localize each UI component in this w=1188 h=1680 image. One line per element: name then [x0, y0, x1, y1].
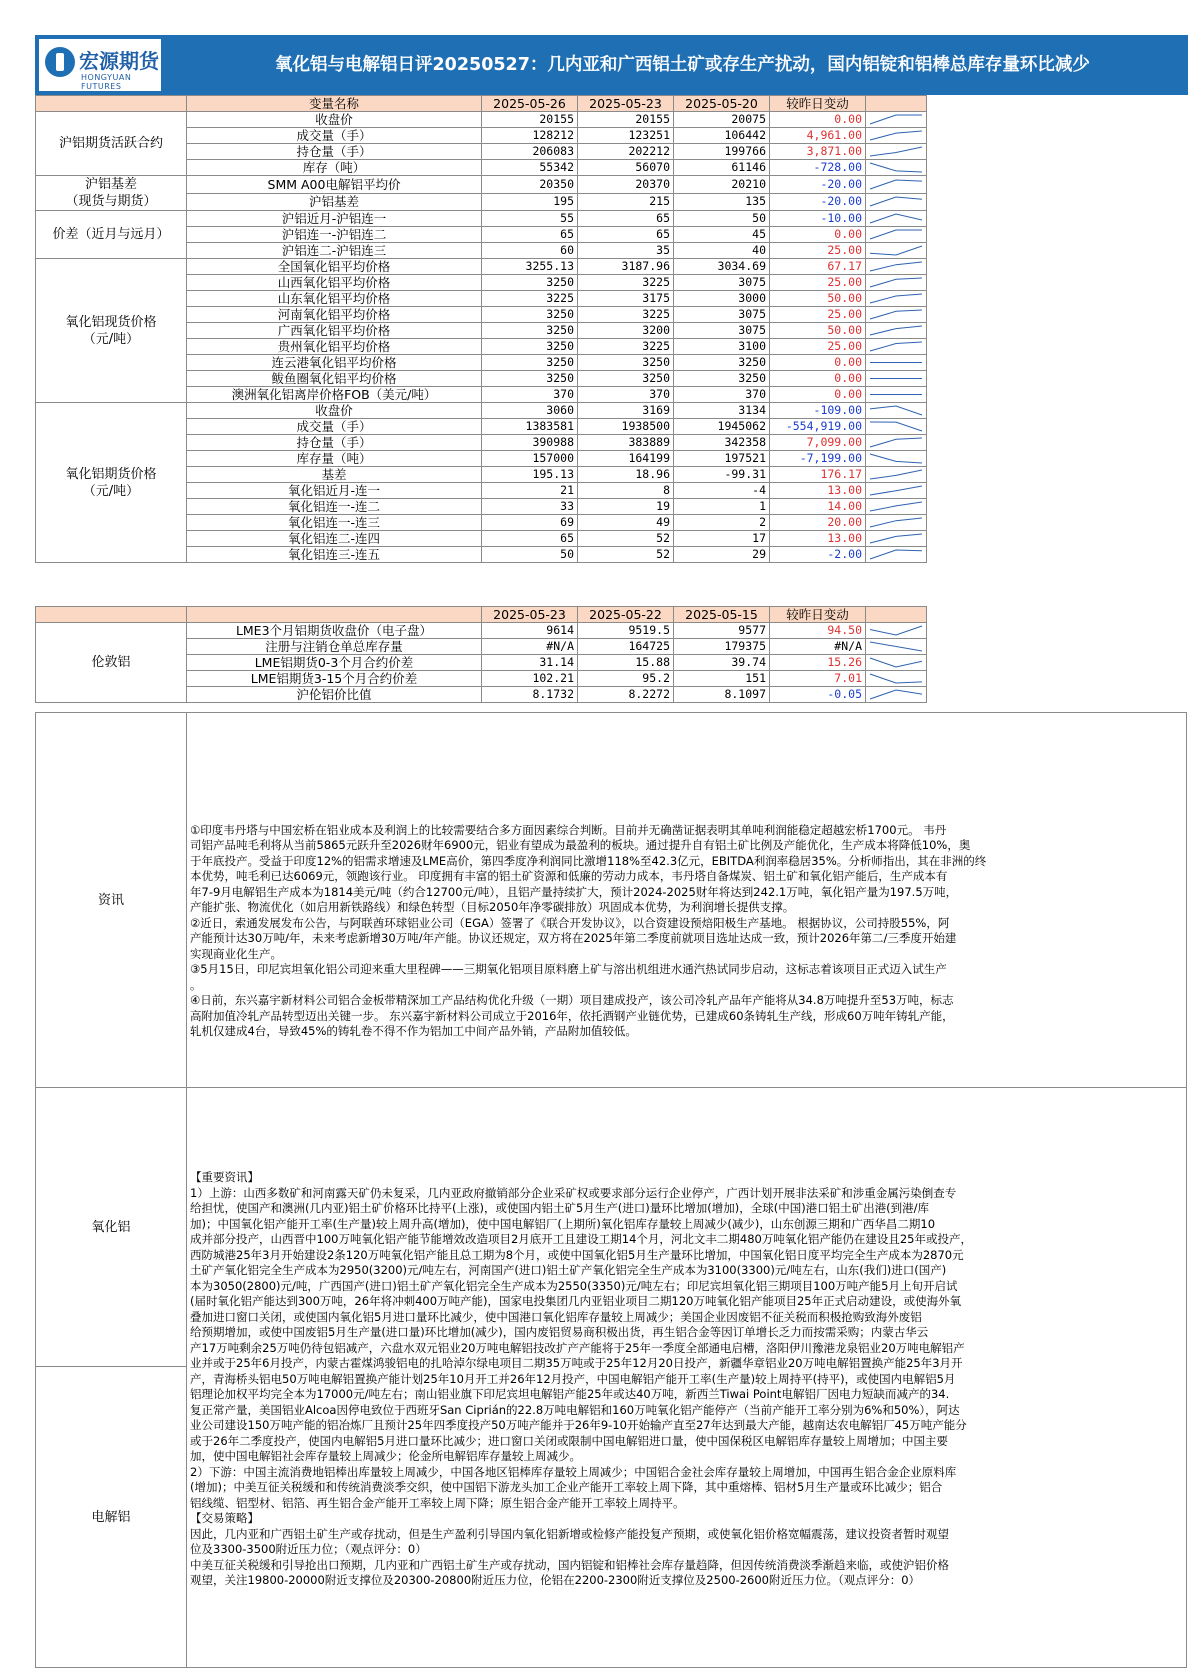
row-label: 氧化铝连一-连三: [187, 515, 482, 531]
news-text: [187, 713, 1187, 1088]
row-change: 13.00: [770, 531, 866, 547]
row-value: 195.13: [482, 467, 578, 483]
row-sparkline: [866, 387, 927, 403]
row-value: 1383581: [482, 419, 578, 435]
row-value: 3250: [674, 355, 770, 371]
row-value: 3225: [578, 307, 674, 323]
row-label: 沪铝连二-沪铝连三: [187, 243, 482, 259]
row-value: 18.96: [578, 467, 674, 483]
row-value: 9614: [482, 623, 578, 639]
row-label: 山东氧化铝平均价格: [187, 291, 482, 307]
row-sparkline: [866, 451, 927, 467]
row-value: 3250: [482, 275, 578, 291]
row-change: 3,871.00: [770, 144, 866, 160]
row-value: 39.74: [674, 655, 770, 671]
row-value: 55342: [482, 160, 578, 176]
row-value: 3250: [482, 371, 578, 387]
row-sparkline: [866, 531, 927, 547]
row-sparkline: [866, 655, 927, 671]
sparkline: [868, 404, 924, 417]
row-value: 3250: [674, 371, 770, 387]
row-value: 383889: [578, 435, 674, 451]
sparkline: [868, 468, 924, 481]
row-sparkline: [866, 483, 927, 499]
row-value: 65: [482, 531, 578, 547]
row-sparkline: [866, 211, 927, 227]
row-change: -0.05: [770, 687, 866, 703]
row-change: 25.00: [770, 243, 866, 259]
row-value: 3250: [578, 371, 674, 387]
row-sparkline: [866, 193, 927, 211]
header-cell: 较昨日变动: [770, 607, 866, 623]
group-label: 沪铝基差 （现货与期货）: [36, 176, 187, 211]
row-value: 3075: [674, 323, 770, 339]
row-value: 3187.96: [578, 259, 674, 275]
row-value: 35: [578, 243, 674, 259]
row-label: 沪伦铝价比值: [187, 687, 482, 703]
row-sparkline: [866, 671, 927, 687]
sparkline: [868, 484, 924, 497]
news-label: 资讯: [36, 713, 187, 1088]
row-value: 135: [674, 193, 770, 211]
row-value: 3060: [482, 403, 578, 419]
row-value: 49: [578, 515, 674, 531]
row-value: 20350: [482, 176, 578, 194]
row-sparkline: [866, 243, 927, 259]
row-change: 4,961.00: [770, 128, 866, 144]
row-value: 8.1732: [482, 687, 578, 703]
row-value: -4: [674, 483, 770, 499]
row-value: 45: [674, 227, 770, 243]
row-change: 0.00: [770, 227, 866, 243]
group-label: 价差（近月与远月）: [36, 211, 187, 259]
row-change: 0.00: [770, 387, 866, 403]
row-sparkline: [866, 515, 927, 531]
logo-text-cn: 宏源期货: [79, 49, 159, 73]
row-value: 50: [482, 547, 578, 563]
row-value: 31.14: [482, 655, 578, 671]
row-value: 65: [578, 211, 674, 227]
table-header-row: [36, 96, 927, 112]
row-change: 25.00: [770, 307, 866, 323]
row-label: 全国氧化铝平均价格: [187, 259, 482, 275]
row-change: 50.00: [770, 291, 866, 307]
sparkline: [868, 436, 924, 449]
sparkline: [868, 548, 924, 561]
row-label: 持仓量（手）: [187, 144, 482, 160]
sparkline: [868, 113, 924, 126]
row-change: 13.00: [770, 483, 866, 499]
row-value: 202212: [578, 144, 674, 160]
row-change: 15.26: [770, 655, 866, 671]
row-value: 8: [578, 483, 674, 499]
sparkline: [868, 324, 924, 337]
row-label: 山西氧化铝平均价格: [187, 275, 482, 291]
header-cell: 2025-05-23: [482, 607, 578, 623]
row-sparkline: [866, 419, 927, 435]
group-label: 氧化铝期货价格 （元/吨）: [36, 403, 187, 563]
row-sparkline: [866, 639, 927, 655]
row-value: 370: [578, 387, 674, 403]
row-value: 50: [674, 211, 770, 227]
row-label: 注册与注销仓单总库存量: [187, 639, 482, 655]
sparkline: [868, 195, 924, 208]
row-change: 14.00: [770, 499, 866, 515]
report-title: 氧化铝与电解铝日评20250527：几内亚和广西铝土矿或存生产扰动，国内铝锭和铝棒总库存量环比减少: [275, 55, 1090, 75]
row-value: 1: [674, 499, 770, 515]
report-header: [35, 35, 1188, 95]
sparkline: [868, 276, 924, 289]
row-value: #N/A: [482, 639, 578, 655]
table-row: [36, 211, 927, 227]
sparkline: [868, 228, 924, 241]
commentary-table: [35, 712, 1187, 1668]
row-change: -10.00: [770, 211, 866, 227]
group-label: 伦敦铝: [36, 623, 187, 703]
row-label: 沪铝基差: [187, 193, 482, 211]
row-sparkline: [866, 547, 927, 563]
sparkline: [868, 640, 924, 653]
row-value: 3200: [578, 323, 674, 339]
row-label: 成交量（手）: [187, 128, 482, 144]
row-value: 33: [482, 499, 578, 515]
row-value: 3169: [578, 403, 674, 419]
row-value: 95.2: [578, 671, 674, 687]
row-value: 3075: [674, 307, 770, 323]
group-label: 沪铝期货活跃合约: [36, 112, 187, 176]
row-label: LME铝期货0-3个月合约价差: [187, 655, 482, 671]
row-value: 52: [578, 547, 674, 563]
row-value: 56070: [578, 160, 674, 176]
row-label: 沪铝连一-沪铝连二: [187, 227, 482, 243]
row-value: 206083: [482, 144, 578, 160]
header-blank: [36, 96, 187, 112]
sparkline: [868, 161, 924, 174]
row-sparkline: [866, 227, 927, 243]
row-change: 0.00: [770, 371, 866, 387]
row-value: 370: [674, 387, 770, 403]
row-value: 102.21: [482, 671, 578, 687]
row-value: 164199: [578, 451, 674, 467]
row-value: 370: [482, 387, 578, 403]
row-value: 3250: [482, 307, 578, 323]
row-sparkline: [866, 355, 927, 371]
row-value: -99.31: [674, 467, 770, 483]
sparkline: [868, 420, 924, 433]
table-row: [36, 112, 927, 128]
row-value: 29: [674, 547, 770, 563]
row-value: 55: [482, 211, 578, 227]
aluminum-label: 电解铝: [36, 1367, 187, 1668]
row-value: 123251: [578, 128, 674, 144]
row-label: 贵州氧化铝平均价格: [187, 339, 482, 355]
row-value: 9519.5: [578, 623, 674, 639]
logo-icon: [45, 47, 75, 77]
row-value: 3225: [578, 275, 674, 291]
row-sparkline: [866, 499, 927, 515]
sparkline: [868, 145, 924, 158]
sparkline: [868, 624, 924, 637]
header-cell: 2025-05-15: [674, 607, 770, 623]
row-label: 收盘价: [187, 403, 482, 419]
sparkline: [868, 129, 924, 142]
news-body: ①印度韦丹塔与中国宏桥在铝业成本及利润上的比较需要结合多方面因素综合判断。目前并无确凿证据表明其单吨利润能稳定超越宏桥1700元。 韦丹 司铝产品吨毛利将从当前5865元跃升至2026财年6900元，铝业有望成为最盈利的板块。通过提升自有铝土矿比例及产能优化，生产成本将降低10%，奥 于年底投产。受益于印度12%的铝需求增速及LME高价，第四季度净利润同比激增118%至42.3亿元，EBITDA利润率稳居35%。分析师指出，其在非洲的终 本优势，吨毛利已达6069元，领跑该行业。 印度拥有丰富的铝土矿资源和低廉的劳动力成本，韦丹塔自备煤炭、铝土矿和氧化铝产能后，生产成本有 年7-9月电解铝生产成本为1814美元/吨（约合12700元/吨），且铝产量持续扩大，预计2024-2025财年将达到242.1万吨，氧化铝产量为197.5万吨， 产能扩张、物流优化（如启用新铁路线）和绿色转型（目标2050年净零碳排放）巩固成本优势，为利润增长提供支撑。 ②近日，索通发展发布公告，与阿联酋环球铝业公司（EGA）签署了《联合开发协议》，以合资建设预焙阳极生产基地。 根据协议，公司持股55%，阿 产能预计达30万吨/年，未来考虑新增30万吨/年产能。协议还规定，双方将在2025年第二季度前就项目选址达成一致，预计2026年第二/三季度开始建 实现商业化生产。 ③5月15日，印尼宾坦氧化铝公司迎来重大里程碑——三期氧化铝项目原料磨上矿与溶出机组进水通汽热试同步启动，这标志着该项目正式迈入试生产 。 ④日前，东兴嘉宇新材料公司铝合金板带精深加工产品结构优化升级（一期）项目建成投产，该公司冷轧产品年产能将从34.8万吨提升至53万吨，标志 高附加值冷轧产品转型迈出关键一步。 东兴嘉宇新材料公司成立于2016年，依托酒钢产业链优势，已建成60条铸轧生产线，形成60万吨年铸轧产能， 轧机仅建成4台，导致45%的铸轧卷不得不作为铝加工中间产品外销，产品附加值较低。: [190, 822, 987, 1038]
row-change: 94.50: [770, 623, 866, 639]
row-change: 25.00: [770, 339, 866, 355]
row-value: 197521: [674, 451, 770, 467]
row-value: 52: [578, 531, 674, 547]
sparkline: [868, 340, 924, 353]
table-row: [36, 259, 927, 275]
row-change: 25.00: [770, 275, 866, 291]
row-change: -20.00: [770, 193, 866, 211]
row-value: 20075: [674, 112, 770, 128]
row-value: 40: [674, 243, 770, 259]
header-cell: 2025-05-20: [674, 96, 770, 112]
row-label: 鲅鱼圈氧化铝平均价格: [187, 371, 482, 387]
row-label: 库存量（吨）: [187, 451, 482, 467]
row-value: 65: [578, 227, 674, 243]
header-cell: [187, 607, 482, 623]
row-value: 195: [482, 193, 578, 211]
company-logo: [39, 39, 161, 91]
row-value: 61146: [674, 160, 770, 176]
row-change: 176.17: [770, 467, 866, 483]
row-value: 1945062: [674, 419, 770, 435]
row-label: 连云港氧化铝平均价格: [187, 355, 482, 371]
row-value: 390988: [482, 435, 578, 451]
row-value: 20155: [482, 112, 578, 128]
row-label: LME铝期货3-15个月合约价差: [187, 671, 482, 687]
sparkline: [868, 178, 924, 191]
row-value: 69: [482, 515, 578, 531]
row-label: 澳洲氧化铝离岸价格FOB（美元/吨）: [187, 387, 482, 403]
sparkline: [868, 308, 924, 321]
sparkline: [868, 356, 924, 369]
row-label: 广西氧化铝平均价格: [187, 323, 482, 339]
row-change: #N/A: [770, 639, 866, 655]
row-sparkline: [866, 467, 927, 483]
row-value: 3225: [578, 339, 674, 355]
row-sparkline: [866, 307, 927, 323]
sparkline: [868, 244, 924, 257]
row-value: 60: [482, 243, 578, 259]
row-label: LME3个月铝期货收盘价（电子盘）: [187, 623, 482, 639]
row-change: -7,199.00: [770, 451, 866, 467]
row-sparkline: [866, 144, 927, 160]
sparkline: [868, 372, 924, 385]
row-label: 收盘价: [187, 112, 482, 128]
sparkline: [868, 656, 924, 669]
row-sparkline: [866, 176, 927, 194]
row-change: 50.00: [770, 323, 866, 339]
row-value: 17: [674, 531, 770, 547]
alumina-label-text: 氧化铝: [91, 1219, 131, 1235]
row-value: 157000: [482, 451, 578, 467]
row-sparkline: [866, 403, 927, 419]
row-value: 342358: [674, 435, 770, 451]
row-label: 持仓量（手）: [187, 435, 482, 451]
table-row: [36, 623, 927, 639]
row-label: 氧化铝连三-连五: [187, 547, 482, 563]
header-cell: 2025-05-22: [578, 607, 674, 623]
sparkline: [868, 452, 924, 465]
row-sparkline: [866, 259, 927, 275]
row-value: 3000: [674, 291, 770, 307]
row-value: 1938500: [578, 419, 674, 435]
header-cell: 2025-05-26: [482, 96, 578, 112]
row-change: 20.00: [770, 515, 866, 531]
sparkline: [868, 212, 924, 225]
row-value: 3250: [578, 355, 674, 371]
row-value: 21: [482, 483, 578, 499]
table-row: [36, 176, 927, 194]
row-change: -109.00: [770, 403, 866, 419]
table-header-row: [36, 607, 927, 623]
row-value: 215: [578, 193, 674, 211]
row-value: 8.1097: [674, 687, 770, 703]
row-change: 0.00: [770, 355, 866, 371]
row-value: 3075: [674, 275, 770, 291]
row-value: 3034.69: [674, 259, 770, 275]
header-blank: [36, 607, 187, 623]
row-label: 成交量（手）: [187, 419, 482, 435]
row-value: 179375: [674, 639, 770, 655]
price-table: [35, 95, 927, 563]
row-change: -728.00: [770, 160, 866, 176]
header-spark: [866, 96, 927, 112]
sparkline: [868, 672, 924, 685]
logo-text-en: HONGYUAN FUTURES: [81, 73, 132, 91]
sparkline: [868, 516, 924, 529]
row-value: 65: [482, 227, 578, 243]
group-label: 氧化铝现货价格 （元/吨）: [36, 259, 187, 403]
row-value: 20210: [674, 176, 770, 194]
row-value: 3250: [482, 355, 578, 371]
row-sparkline: [866, 435, 927, 451]
row-sparkline: [866, 371, 927, 387]
row-sparkline: [866, 128, 927, 144]
row-value: 3255.13: [482, 259, 578, 275]
sparkline: [868, 688, 924, 701]
row-value: 2: [674, 515, 770, 531]
alumina-label: [36, 1088, 187, 1367]
row-label: 库存（吨）: [187, 160, 482, 176]
row-value: 106442: [674, 128, 770, 144]
row-label: 氧化铝连一-连二: [187, 499, 482, 515]
row-value: 128212: [482, 128, 578, 144]
header-cell: 较昨日变动: [770, 96, 866, 112]
row-value: 151: [674, 671, 770, 687]
header-spark: [866, 607, 927, 623]
row-change: 67.17: [770, 259, 866, 275]
row-label: 沪铝近月-沪铝连一: [187, 211, 482, 227]
row-value: 20155: [578, 112, 674, 128]
row-value: 20370: [578, 176, 674, 194]
row-sparkline: [866, 339, 927, 355]
sparkline: [868, 292, 924, 305]
row-value: 15.88: [578, 655, 674, 671]
row-value: 199766: [674, 144, 770, 160]
analysis-text: [187, 1088, 1187, 1668]
row-value: 3175: [578, 291, 674, 307]
row-label: 氧化铝近月-连一: [187, 483, 482, 499]
header-cell: 2025-05-23: [578, 96, 674, 112]
row-label: 基差: [187, 467, 482, 483]
row-value: 8.2272: [578, 687, 674, 703]
row-value: 164725: [578, 639, 674, 655]
row-sparkline: [866, 275, 927, 291]
row-label: 氧化铝连二-连四: [187, 531, 482, 547]
row-value: 3250: [482, 339, 578, 355]
row-sparkline: [866, 112, 927, 128]
row-change: -554,919.00: [770, 419, 866, 435]
analysis-body: 【重要资讯】 1）上游：山西多数矿和河南露天矿仍未复采，几内亚政府撤销部分企业采矿权或要求部分运行企业停产，广西计划开展非法采矿和涉重金属污染倒查专 给担忧，使国产和澳洲(几内亚)铝土矿价格环比持平(上涨)，或使国内铝土矿5月生产(进口)量环比增加(增加)，全球(中国)港口铝土矿出港(到港/库 加)；中国氧化铝产能开工率(生产量)较上周升高(增加)，使中国电解铝厂(上期所)氧化铝库存量较上周减少(减少)，山东创源三期和广西华昌二期10 成并部分投产，山西晋中100万吨氧化铝产能节能增效改造项目2月底开工且建设工期14个月，河北文丰二期480万吨氧化铝产能仍在建设且25年或投产， 西防城港25年3月开始建设2条120万吨氧化铝产能且总工期为8个月，或使中国氧化铝5月生产量环比增加，中国氧化铝日度平均完全生产成本为2870元 土矿产氧化铝完全生产成本为2950(3200)元/吨左右，河南国产(进口)铝土矿产氧化铝完全生产成本为3100(3300)元/吨左右，山东(我们)进口(国产) 本为3050(2800)元/吨，广西国产(进口)铝土矿产氧化铝完全生产成本为2550(3350)元/吨左右；印尼宾坦氧化铝三期项目100万吨产能5月上旬开启试 (届时氧化铝产能达到300万吨，26年将冲刺400万吨产能)，国家电投集团几内亚铝业项目二期120万吨氧化铝产能项目25年正式启动建设，或使海外氧 叠加进口窗口关闭，或使国内氧化铝5月进口量环比减少，使中国港口氧化铝库存量较上周减少；美国企业因废铝不征关税而积极抢购致海外废铝 给预期增加，或使中国废铝5月生产量(进口量)环比增加(减少)，国内废铝贸易商积极出货，再生铝合金等因订单增长乏力而按需采购；内蒙古华云 产17万吨剩余25万吨仍待包铝减产，六盘水双元铝业20万吨电解铝技改扩产产能将于25年一季度全部通电启槽，洛阳伊川豫港龙泉铝业20万吨电解铝产 业并或于25年6月投产，内蒙古霍煤鸿骏铝电的扎哈淖尔绿电项目二期35万吨或于25年12月20日投产，新疆华章铝业20万吨电解铝置换产能25年3月开 产，青海桥头铝电50万吨电解铝置换产能计划25年10月开工并26年12月投产，中国电解铝产能开工率(生产量)较上周持平(持平)，或使国内电解铝5月 铝理论加权平均完全本为17000元/吨左右；南山铝业旗下印尼宾坦电解铝产能25年或达40万吨，新西兰Tiwai Point电解铝厂因电力短缺而减产的34. 复正常产量，美国铝业Alcoa因停电致位于西班牙San Ciprián的22.8万吨电解铝和160万吨氧化铝产能停产（当前产能开工率分别为6%和50%），阿达 业公司建设150万吨产能的铝冶炼厂且预计25年四季度投产50万吨产能并于26年9-10开始输产直至27年达到最大产能，越南达农电解铝厂45万吨产能分 或于26年二季度投产，使国内电解铝5月进口量环比减少；进口窗口关闭或限制中国电解铝进口量，使中国保税区电解铝库存量较上周增加；中国主要 加，使中国电解铝社会库存量较上周减少；伦金所电解铝库存量较上周减少。 2）下游：中国主流消费地铝棒出库量较上周减少，中国各地区铝棒库存量较上周减少；中国铝合金社会库存量较上周增加，中国再生铝合金企业原料库 (增加)；中美互征关税缓和和传统消费淡季交织，使中国铝下游龙头加工企业产能开工率较上周下降，其中重熔棒、铝材5月生产量或环比减少；铝合 铝线缆、铝型材、铝箔、再生铝合金产能开工率较上周下降；原生铝合金产能开工率较上周持平。 【交易策略】 因此，几内亚和广西铝土矿生产或存扰动，但是生产盈利引导国内氧化铝新增或检修产能投复产预期，或使氧化铝价格宽幅震荡，建议投资者暂时观望 位及3300-3500附近压力位；（观点评分：0） 中美互征关税缓和引导抢出口预期，几内亚和广西铝土矿生产或存扰动，国内铝锭和铝棒社会库存量趋降，但因传统消费淡季渐趋来临，或使沪铝价格 观望，关注19800-20000附近支撑位及20300-20800附近压力位，伦铝在2200-2300附近支撑位及2500-2600附近压力位。（观点评分：0）: [190, 1170, 972, 1588]
row-change: -2.00: [770, 547, 866, 563]
row-change: 0.00: [770, 112, 866, 128]
row-change: 7,099.00: [770, 435, 866, 451]
table-row: [36, 403, 927, 419]
row-label: 河南氧化铝平均价格: [187, 307, 482, 323]
row-value: 3225: [482, 291, 578, 307]
row-label: SMM A00电解铝平均价: [187, 176, 482, 194]
row-change: -20.00: [770, 176, 866, 194]
row-sparkline: [866, 323, 927, 339]
sparkline: [868, 532, 924, 545]
row-value: 3134: [674, 403, 770, 419]
row-sparkline: [866, 291, 927, 307]
row-value: 3100: [674, 339, 770, 355]
row-sparkline: [866, 623, 927, 639]
row-value: 9577: [674, 623, 770, 639]
row-sparkline: [866, 687, 927, 703]
lme-table: [35, 606, 927, 703]
row-value: 19: [578, 499, 674, 515]
row-change: 7.01: [770, 671, 866, 687]
header-cell: 变量名称: [187, 96, 482, 112]
sparkline: [868, 500, 924, 513]
sparkline: [868, 388, 924, 401]
row-sparkline: [866, 160, 927, 176]
sparkline: [868, 260, 924, 273]
row-value: 3250: [482, 323, 578, 339]
